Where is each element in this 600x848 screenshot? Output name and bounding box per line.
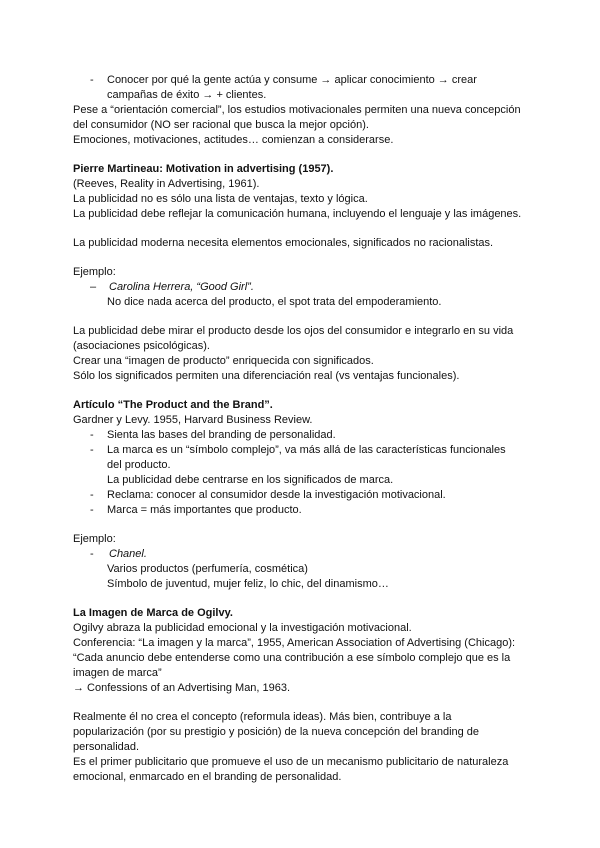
paragraph-line: emocional, enmarcado en el branding de personalidad. bbox=[73, 771, 342, 783]
example-item: Chanel. bbox=[109, 548, 147, 560]
paragraph-line: popularización (por su prestigio y posición) de la nueva concepción del branding de bbox=[73, 726, 480, 738]
paragraph-line: → Confessions of an Advertising Man, 1963. bbox=[73, 682, 291, 694]
bullet-text: Marca = más importantes que producto. bbox=[107, 504, 302, 516]
paragraph-line: Es el primer publicitario que promueve el uso de un mecanismo publicitario de naturaleza bbox=[73, 756, 509, 768]
paragraph-line: Gardner y Levy. 1955, Harvard Business Review. bbox=[73, 414, 313, 426]
bullet-dash: - bbox=[90, 504, 94, 516]
bullet-text: La marca es un “símbolo complejo”, va más allá de las características funcionales bbox=[107, 444, 506, 456]
bullet-dash: – bbox=[90, 281, 97, 293]
paragraph-line: La publicidad debe reflejar la comunicación humana, incluyendo el lenguaje y las imágenes. bbox=[73, 208, 522, 220]
example-description: Varios productos (perfumería, cosmética) bbox=[107, 563, 308, 575]
bullet-dash: - bbox=[90, 429, 94, 441]
paragraph-line: “Cada anuncio debe entenderse como una contribución a ese símbolo complejo que es la bbox=[73, 652, 511, 664]
paragraph-line: Ogilvy abraza la publicidad emocional y la investigación motivacional. bbox=[73, 622, 412, 634]
example-label: Ejemplo: bbox=[73, 266, 116, 278]
paragraph-line: imagen de marca” bbox=[73, 667, 162, 679]
example-description: Símbolo de juventud, mujer feliz, lo chic, del dinamismo… bbox=[107, 578, 389, 590]
bullet-text: Sienta las bases del branding de personalidad. bbox=[107, 429, 336, 441]
paragraph-line: La publicidad moderna necesita elementos emocionales, significados no racionalistas. bbox=[73, 237, 494, 249]
bullet-text: Conocer por qué la gente actúa y consume → aplicar conocimiento → crear bbox=[107, 74, 477, 86]
paragraph-line: personalidad. bbox=[73, 741, 140, 753]
section-heading-ogilvy: La Imagen de Marca de Ogilvy. bbox=[73, 607, 233, 619]
bullet-text: Reclama: conocer al consumidor desde la investigación motivacional. bbox=[107, 489, 446, 501]
example-label: Ejemplo: bbox=[73, 533, 116, 545]
bullet-text: La publicidad debe centrarse en los significados de marca. bbox=[107, 474, 394, 486]
paragraph-line: (Reeves, Reality in Advertising, 1961). bbox=[73, 178, 260, 190]
section-heading-product-brand: Artículo “The Product and the Brand”. bbox=[73, 399, 273, 411]
paragraph-line: Pese a “orientación comercial”, los estudios motivacionales permiten una nueva concepción bbox=[73, 104, 521, 116]
paragraph-line: La publicidad no es sólo una lista de ventajas, texto y lógica. bbox=[73, 193, 368, 205]
section-heading-martineau: Pierre Martineau: Motivation in advertising (1957). bbox=[73, 163, 334, 175]
paragraph-line: Crear una “imagen de producto” enriquecida con significados. bbox=[73, 355, 374, 367]
paragraph-line: La publicidad debe mirar el producto desde los ojos del consumidor e integrarlo en su vida bbox=[73, 325, 514, 337]
bullet-dash: - bbox=[90, 444, 94, 456]
bullet-text: del producto. bbox=[107, 459, 171, 471]
paragraph-line: Emociones, motivaciones, actitudes… comienzan a considerarse. bbox=[73, 134, 394, 146]
paragraph-line: Conferencia: “La imagen y la marca”, 1955, American Association of Advertising (Chicago): bbox=[73, 637, 516, 649]
bullet-dash: - bbox=[90, 489, 94, 501]
paragraph-line: Sólo los significados permiten una diferenciación real (vs ventajas funcionales). bbox=[73, 370, 460, 382]
paragraph-line: del consumidor (NO ser racional que busca la mejor opción). bbox=[73, 119, 369, 131]
example-description: No dice nada acerca del producto, el spot trata del empoderamiento. bbox=[107, 296, 442, 308]
bullet-text: campañas de éxito → + clientes. bbox=[107, 89, 267, 101]
paragraph-line: Realmente él no crea el concepto (reformula ideas). Más bien, contribuye a la bbox=[73, 711, 452, 723]
bullet-dash: - bbox=[90, 548, 94, 560]
bullet-dash: - bbox=[90, 74, 94, 86]
paragraph-line: (asociaciones psicológicas). bbox=[73, 340, 210, 352]
example-item: Carolina Herrera, “Good Girl”. bbox=[109, 281, 254, 293]
